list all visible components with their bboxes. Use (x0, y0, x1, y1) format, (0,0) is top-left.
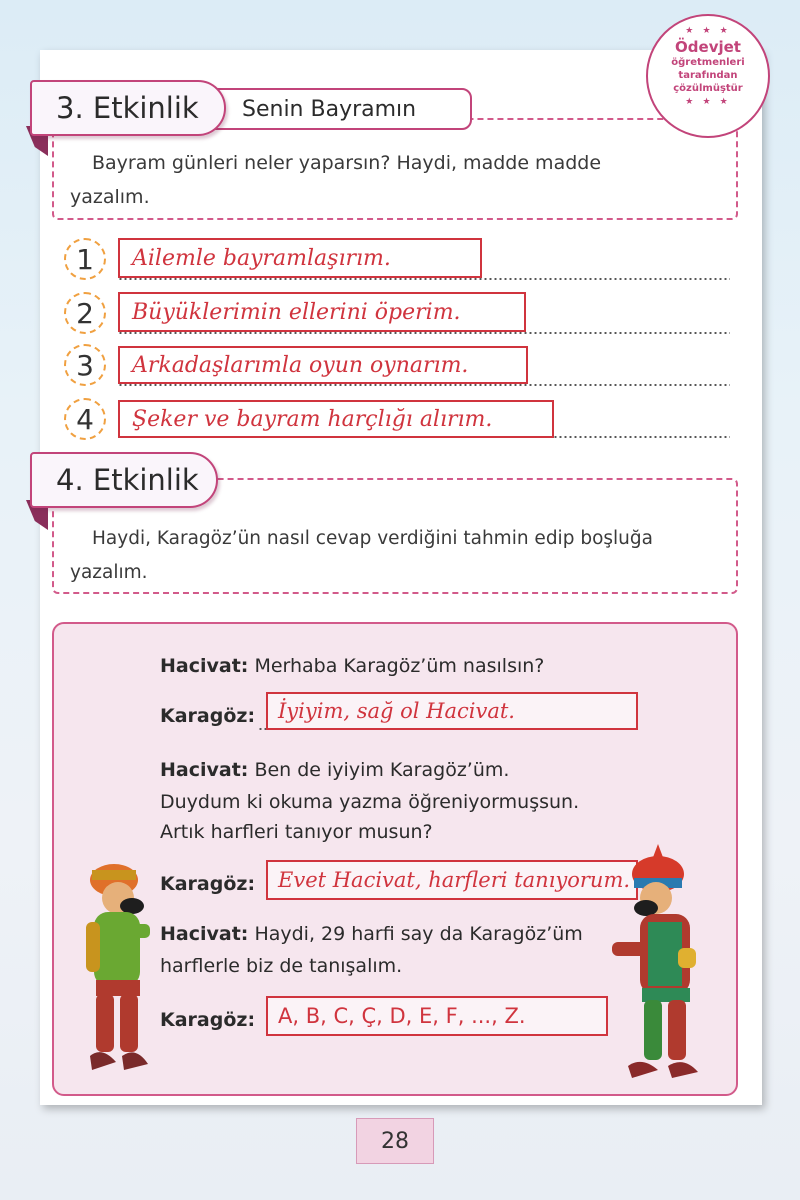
speaker-hacivat: Hacivat: (160, 759, 249, 781)
activity4-instruction-line2: yazalım. (70, 562, 148, 583)
activity3-instruction-line2: yazalım. (70, 186, 150, 208)
karagoz-puppet-illustration (62, 850, 162, 1090)
item-number-4: 4 (64, 398, 106, 440)
writing-line-1 (118, 278, 730, 280)
karagoz-answer-1[interactable]: İyiyim, sağ ol Hacivat. (266, 692, 638, 730)
stamp-brand: Ödevjet (675, 38, 741, 56)
activity3-title: 3. Etkinlik (56, 91, 199, 125)
writing-line-2 (118, 332, 730, 334)
activity4-banner (30, 452, 218, 508)
hacivat-line-2b: Duydum ki okuma yazma öğreniyormuşsun. (160, 791, 580, 813)
stamp-line-4: çözülmüştür (673, 83, 743, 94)
stamp-line-2: öğretmenleri (671, 57, 745, 68)
hacivat-line-2c: Artık harfleri tanıyor musun? (160, 821, 433, 843)
item-number-2: 2 (64, 292, 106, 334)
answer-3[interactable]: Arkadaşlarımla oyun oynarım. (118, 346, 528, 384)
karagoz-answer-2[interactable]: Evet Hacivat, harfleri tanıyorum. (266, 860, 638, 900)
dialogue-karagoz-2 (160, 868, 255, 900)
stamp-stars-top: ★ ★ ★ (685, 26, 731, 36)
speaker-karagoz: Karagöz: (160, 873, 256, 895)
dialogue-hacivat-3 (160, 918, 583, 950)
activity3-instruction (70, 146, 730, 214)
hacivat-line: Haydi, 29 harfi say da Karagöz’üm (254, 923, 583, 945)
hacivat-puppet-illustration (598, 838, 718, 1094)
hacivat-line: Ben de iyiyim Karagöz’üm. (254, 759, 510, 781)
dialogue-hacivat-2 (160, 754, 509, 786)
hacivat-line-3b: harflerle biz de tanışalım. (160, 955, 403, 977)
activity4-instruction (70, 522, 735, 590)
speaker-karagoz: Karagöz: (160, 1009, 256, 1031)
karagoz-answer-3[interactable]: A, B, C, Ç, D, E, F, ..., Z. (266, 996, 608, 1036)
activity4-title: 4. Etkinlik (56, 463, 199, 497)
activity3-instruction-line1: Bayram günleri neler yaparsın? Haydi, madde madde (92, 152, 602, 174)
page-number: 28 (356, 1118, 434, 1164)
activity3-subtitle-box (200, 88, 472, 130)
hacivat-line: Merhaba Karagöz’üm nasılsın? (254, 655, 545, 677)
stamp-stars-bottom: ★ ★ ★ (685, 97, 731, 107)
dialogue-hacivat-1 (160, 650, 544, 682)
answer-2[interactable]: Büyüklerimin ellerini öperim. (118, 292, 526, 332)
writing-line-3 (118, 384, 730, 386)
answer-1[interactable]: Ailemle bayramlaşırım. (118, 238, 482, 278)
item-number-3: 3 (64, 344, 106, 386)
speaker-karagoz: Karagöz: (160, 705, 256, 727)
dialogue-karagoz-1 (160, 700, 255, 732)
stamp-line-3: tarafından (678, 70, 738, 81)
dialogue-karagoz-3 (160, 1004, 255, 1036)
speaker-hacivat: Hacivat: (160, 923, 249, 945)
speaker-hacivat: Hacivat: (160, 655, 249, 677)
answer-4[interactable]: Şeker ve bayram harçlığı alırım. (118, 400, 554, 438)
activity4-instruction-line1: Haydi, Karagöz’ün nasıl cevap verdiğini tahmin edip boşluğa (92, 528, 653, 549)
odevjet-stamp (646, 14, 770, 138)
activity3-banner (30, 80, 226, 136)
activity3-subtitle: Senin Bayramın (242, 96, 417, 122)
item-number-1: 1 (64, 238, 106, 280)
